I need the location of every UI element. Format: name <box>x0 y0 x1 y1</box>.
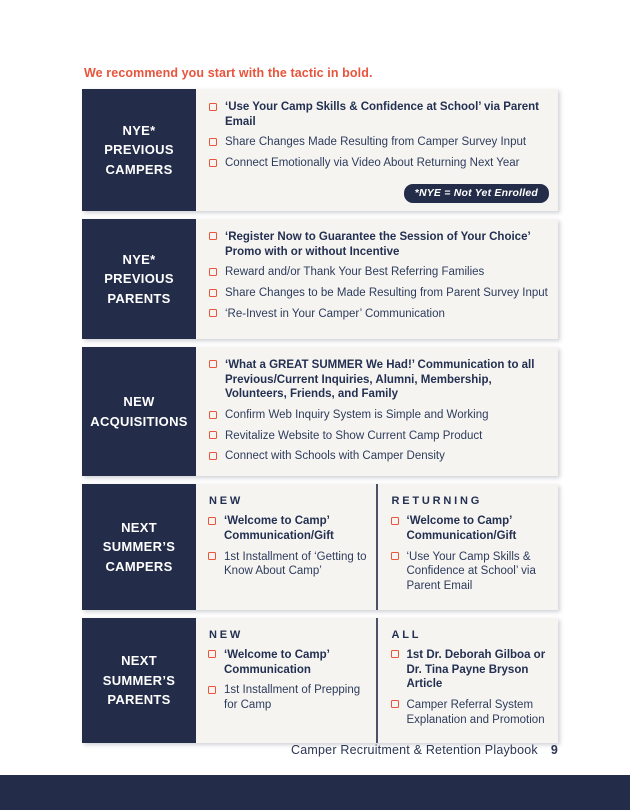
checkbox-icon <box>209 360 217 368</box>
nye-definition-badge: *NYE = Not Yet Enrolled <box>404 184 549 203</box>
checkbox-icon <box>209 103 217 111</box>
row-label-nye-previous-campers <box>82 89 196 211</box>
page-footer <box>82 743 558 757</box>
row-label-line: PARENTS <box>107 692 171 708</box>
tactic-item: Camper Referral System Explanation and Promotion <box>391 698 551 727</box>
tactic-item: ‘Welcome to Camp’ Communication <box>208 648 368 677</box>
row-label-next-summers-parents <box>82 618 196 744</box>
checkbox-icon <box>391 650 399 658</box>
column-header: NEW <box>209 495 244 508</box>
row-content <box>196 618 558 744</box>
checkbox-icon <box>209 138 217 146</box>
column-header: RETURNING <box>391 495 483 508</box>
tactic-item: ‘Use Your Camp Skills & Confidence at School’ via Parent Email <box>209 100 549 129</box>
row-label-line: PARENTS <box>107 290 171 306</box>
tactic-item: ‘What a GREAT SUMMER We Had!’ Communication to all Previous/Current Inquiries, Alumni, Membership, Volunteers, Friends, and Family <box>209 358 549 402</box>
tactic-list <box>196 89 558 183</box>
tactic-item: 1st Installment of ‘Getting to Know About Camp’ <box>208 550 368 579</box>
badge-row <box>196 183 558 211</box>
row-label-new-acquisitions <box>82 347 196 476</box>
column-all <box>376 618 559 744</box>
checkbox-icon <box>209 431 217 439</box>
checkbox-icon <box>209 411 217 419</box>
tactic-item: ‘Use Your Camp Skills & Confidence at School’ via Parent Email <box>391 550 551 594</box>
row-label-line: NEXT <box>121 653 157 669</box>
checkbox-icon <box>208 686 216 694</box>
row-label-line: PREVIOUS <box>104 271 174 287</box>
tactic-item: 1st Dr. Deborah Gilboa or Dr. Tina Payne Bryson Article <box>391 648 551 692</box>
tactic-item: Share Changes Made Resulting from Camper Survey Input <box>209 135 549 150</box>
tactic-item: Revitalize Website to Show Current Camp Product <box>209 429 549 444</box>
checkbox-icon <box>391 700 399 708</box>
tactic-list <box>208 514 368 579</box>
tactic-list <box>391 648 551 728</box>
column-header: ALL <box>391 628 422 641</box>
row-label-line: CAMPERS <box>105 161 173 177</box>
tactic-list <box>196 219 558 334</box>
row-label-next-summers-campers <box>82 484 196 610</box>
checkbox-icon <box>208 517 216 525</box>
checkbox-icon <box>208 650 216 658</box>
row-content <box>196 484 558 610</box>
row-new-acquisitions <box>82 347 558 476</box>
row-label-line: NYE* <box>122 122 156 138</box>
tactic-item: Connect with Schools with Camper Density <box>209 449 549 464</box>
checkbox-icon <box>209 452 217 460</box>
column-new <box>196 618 376 744</box>
row-content <box>196 219 558 339</box>
checkbox-icon <box>391 517 399 525</box>
column-new <box>196 484 376 610</box>
checkbox-icon <box>209 159 217 167</box>
row-label-line: NEW <box>123 394 155 410</box>
row-label-line: CAMPERS <box>105 558 173 574</box>
row-label-nye-previous-parents <box>82 219 196 339</box>
tactic-item: ‘Register Now to Guarantee the Session of Your Choice’ Promo with or without Incentive <box>209 230 549 259</box>
row-label-line: PREVIOUS <box>104 142 174 158</box>
tactic-list <box>208 648 368 713</box>
tactic-item: Reward and/or Thank Your Best Referring Families <box>209 265 549 280</box>
tactic-item: ‘Re-Invest in Your Camper’ Communication <box>209 307 549 322</box>
row-content <box>196 347 558 476</box>
page-content <box>82 66 558 751</box>
column-group <box>196 618 558 744</box>
row-nye-previous-parents <box>82 219 558 339</box>
row-label-line: NYE* <box>122 251 156 267</box>
row-content <box>196 89 558 211</box>
tactic-item: ‘Welcome to Camp’ Communication/Gift <box>208 514 368 543</box>
checkbox-icon <box>209 232 217 240</box>
tactic-item: ‘Welcome to Camp’ Communication/Gift <box>391 514 551 543</box>
checkbox-icon <box>391 552 399 560</box>
bottom-bar <box>0 775 630 810</box>
tactic-item: 1st Installment of Prepping for Camp <box>208 683 368 712</box>
row-label-line: NEXT <box>121 519 157 535</box>
page-number: 9 <box>550 743 558 757</box>
row-next-summers-campers <box>82 484 558 610</box>
row-nye-previous-campers <box>82 89 558 211</box>
intro-note: We recommend you start with the tactic in bold. <box>84 66 373 80</box>
checkbox-icon <box>208 552 216 560</box>
row-label-line: SUMMER’S <box>102 672 176 688</box>
row-next-summers-parents <box>82 618 558 744</box>
row-label-line: SUMMER’S <box>102 539 176 555</box>
checkbox-icon <box>209 289 217 297</box>
checkbox-icon <box>209 268 217 276</box>
column-group <box>196 484 558 610</box>
tactic-item: Share Changes to be Made Resulting from Parent Survey Input <box>209 286 549 301</box>
tactic-list <box>391 514 551 594</box>
tactic-list <box>196 347 558 476</box>
tactic-item: Confirm Web Inquiry System is Simple and Working <box>209 408 549 423</box>
column-returning <box>376 484 559 610</box>
column-header: NEW <box>209 628 244 641</box>
tactic-item: Connect Emotionally via Video About Returning Next Year <box>209 156 549 171</box>
checkbox-icon <box>209 309 217 317</box>
footer-title: Camper Recruitment & Retention Playbook <box>291 743 538 757</box>
row-label-line: ACQUISITIONS <box>90 413 188 429</box>
